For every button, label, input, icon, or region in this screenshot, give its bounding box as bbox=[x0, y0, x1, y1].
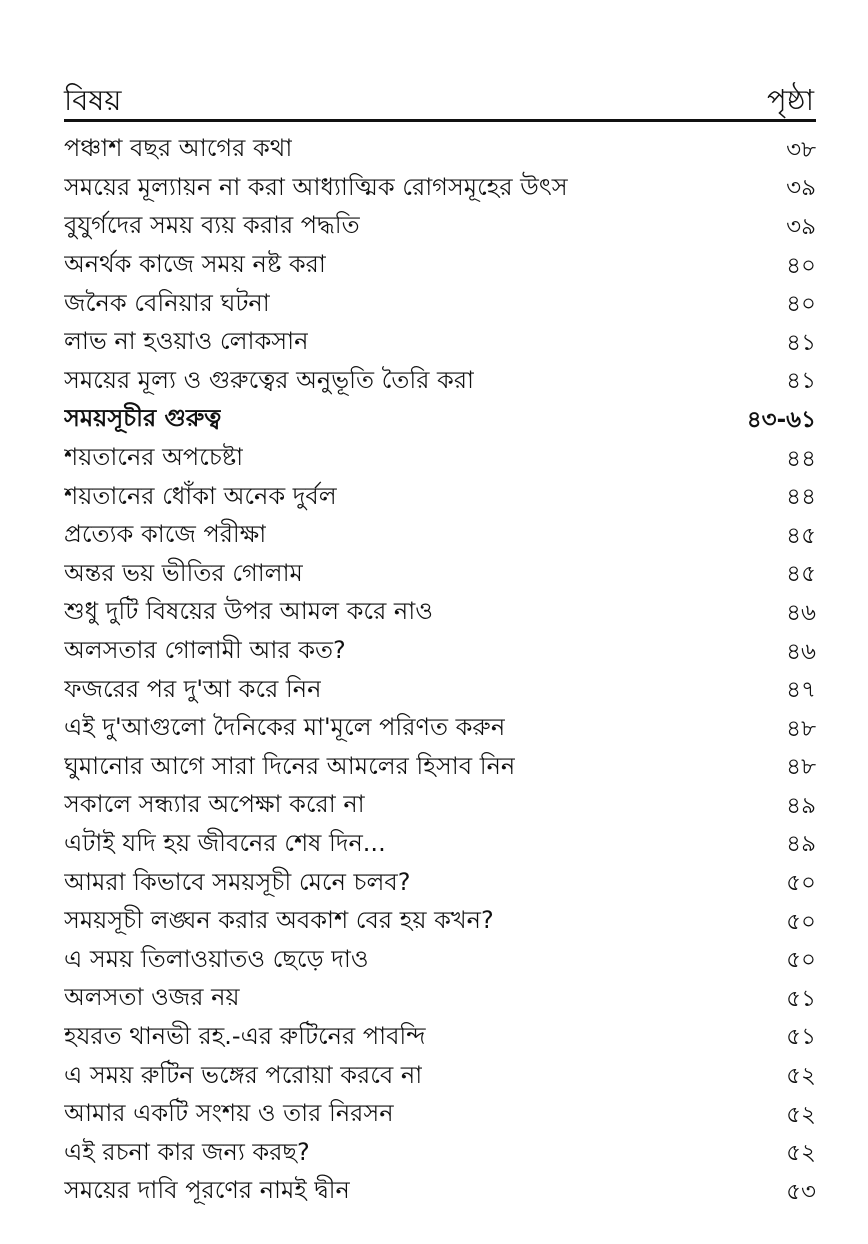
toc-entry-page: ৪০ bbox=[786, 291, 816, 318]
toc-row bbox=[64, 749, 816, 788]
toc-entry-page: ৫১ bbox=[786, 1024, 816, 1051]
toc-row bbox=[64, 864, 816, 903]
toc-section-row bbox=[64, 401, 816, 440]
toc-row bbox=[64, 633, 816, 672]
page-column-label: পৃষ্ঠা bbox=[767, 83, 814, 117]
toc-entry-page: ৪৮ bbox=[786, 715, 816, 742]
toc-entry-page: ৪১ bbox=[786, 329, 816, 356]
toc-row bbox=[64, 1096, 816, 1135]
toc-row bbox=[64, 556, 816, 595]
toc-entry-page: ৫২ bbox=[786, 1101, 816, 1128]
toc-entry-page: ৪৩-৬১ bbox=[746, 406, 816, 433]
toc-row bbox=[64, 1057, 816, 1096]
toc-row bbox=[64, 131, 816, 170]
toc-entry-page: ৪৫ bbox=[786, 561, 816, 588]
toc-entry-title: লাভ না হওয়াও লোকসান bbox=[64, 327, 309, 356]
toc-entry-title: সময়সূচীর গুরুত্ব bbox=[64, 404, 222, 433]
toc-entry-title: এই রচনা কার জন্য করছ? bbox=[64, 1137, 310, 1166]
toc-entry-page: ৫৩ bbox=[786, 1178, 816, 1205]
toc-row bbox=[64, 1134, 816, 1173]
toc-row bbox=[64, 363, 816, 402]
toc-entry-page: ৪৯ bbox=[786, 831, 816, 858]
toc-entry-title: এটাই যদি হয় জীবনের শেষ দিন... bbox=[64, 828, 386, 857]
toc-entry-title: ঘুমানোর আগে সারা দিনের আমলের হিসাব নিন bbox=[64, 751, 516, 780]
toc-row bbox=[64, 941, 816, 980]
toc-entry-page: ৪৮ bbox=[786, 754, 816, 781]
toc-entry-title: ফজরের পর দু'আ করে নিন bbox=[64, 674, 322, 703]
toc-entry-page: ৪৪ bbox=[786, 445, 816, 472]
toc-entry-page: ৪০ bbox=[786, 252, 816, 279]
toc-row bbox=[64, 247, 816, 286]
toc-entry-page: ৫১ bbox=[786, 985, 816, 1012]
topic-column-label: বিষয় bbox=[64, 83, 122, 117]
toc-entry-page: ৪৪ bbox=[786, 484, 816, 511]
header-divider bbox=[64, 119, 816, 122]
toc-entry-page: ৪৬ bbox=[786, 599, 816, 626]
toc-row bbox=[64, 170, 816, 209]
toc-entry-title: অন্তর ভয় ভীতির গোলাম bbox=[64, 558, 303, 587]
toc-entry-page: ৪৬ bbox=[786, 638, 816, 665]
toc-header bbox=[64, 74, 814, 118]
toc-entry-title: শুধু দুটি বিষয়ের উপর আমল করে নাও bbox=[64, 597, 433, 626]
toc-entry-title: এই দু'আগুলো দৈনিকের মা'মূলে পরিণত করুন bbox=[64, 713, 506, 742]
toc-entry-page: ৪৫ bbox=[786, 522, 816, 549]
toc-entry-page: ৩৯ bbox=[786, 213, 816, 240]
toc-entry-title: জনৈক বেনিয়ার ঘটনা bbox=[64, 288, 270, 317]
toc-entry-page: ৩৮ bbox=[786, 136, 816, 163]
toc-row bbox=[64, 826, 816, 865]
toc-row bbox=[64, 324, 816, 363]
toc-entry-title: প্রত্যেক কাজে পরীক্ষা bbox=[64, 520, 267, 549]
toc-row bbox=[64, 285, 816, 324]
toc-entry-page: ৫০ bbox=[786, 947, 816, 974]
toc-entry-title: এ সময় রুটিন ভঙ্গের পরোয়া করবে না bbox=[64, 1060, 423, 1089]
toc-entry-page: ৪৭ bbox=[786, 677, 816, 704]
toc-entry-title: সময়ের মূল্যায়ন না করা আধ্যাত্মিক রোগসমূহের উৎস bbox=[64, 172, 568, 201]
toc-entry-page: ৫২ bbox=[786, 1063, 816, 1090]
toc-row bbox=[64, 980, 816, 1019]
toc-row bbox=[64, 208, 816, 247]
toc-entry-title: সকালে সন্ধ্যার অপেক্ষা করো না bbox=[64, 790, 365, 819]
toc-entry-title: বুযুর্গদের সময় ব্যয় করার পদ্ধতি bbox=[64, 211, 360, 240]
toc-list bbox=[64, 131, 816, 1212]
toc-entry-title: হযরত থানভী রহ.-এর রুটিনের পাবন্দি bbox=[64, 1021, 426, 1050]
toc-entry-title: শয়তানের ধোঁকা অনেক দুর্বল bbox=[64, 481, 337, 510]
toc-entry-page: ৫২ bbox=[786, 1140, 816, 1167]
toc-row bbox=[64, 478, 816, 517]
toc-entry-title: সময়ের দাবি পূরণের নামই দ্বীন bbox=[64, 1176, 350, 1205]
toc-entry-page: ৪৯ bbox=[786, 792, 816, 819]
toc-entry-page: ৪১ bbox=[786, 368, 816, 395]
toc-entry-page: ৫০ bbox=[786, 870, 816, 897]
toc-entry-title: অলসতার গোলামী আর কত? bbox=[64, 636, 346, 665]
toc-row bbox=[64, 671, 816, 710]
toc-row bbox=[64, 440, 816, 479]
toc-entry-page: ৫০ bbox=[786, 908, 816, 935]
toc-entry-title: আমরা কিভাবে সময়সূচী মেনে চলব? bbox=[64, 867, 411, 896]
toc-entry-page: ৩৯ bbox=[786, 175, 816, 202]
toc-entry-title: শয়তানের অপচেষ্টা bbox=[64, 443, 244, 472]
toc-entry-title: পঞ্চাশ বছর আগের কথা bbox=[64, 134, 293, 163]
toc-row bbox=[64, 1173, 816, 1212]
toc-row bbox=[64, 787, 816, 826]
toc-entry-title: আমার একটি সংশয় ও তার নিরসন bbox=[64, 1099, 394, 1128]
toc-row bbox=[64, 1019, 816, 1058]
toc-entry-title: সময়ের মূল্য ও গুরুত্বের অনুভূতি তৈরি করা bbox=[64, 365, 474, 394]
toc-entry-title: অলসতা ওজর নয় bbox=[64, 983, 240, 1012]
toc-row bbox=[64, 710, 816, 749]
toc-row bbox=[64, 903, 816, 942]
toc-row bbox=[64, 517, 816, 556]
toc-row bbox=[64, 594, 816, 633]
toc-entry-title: এ সময় তিলাওয়াতও ছেড়ে দাও bbox=[64, 944, 369, 973]
toc-entry-title: সময়সূচী লঙ্ঘন করার অবকাশ বের হয় কখন? bbox=[64, 906, 494, 935]
toc-entry-title: অনর্থক কাজে সময় নষ্ট করা bbox=[64, 250, 326, 279]
